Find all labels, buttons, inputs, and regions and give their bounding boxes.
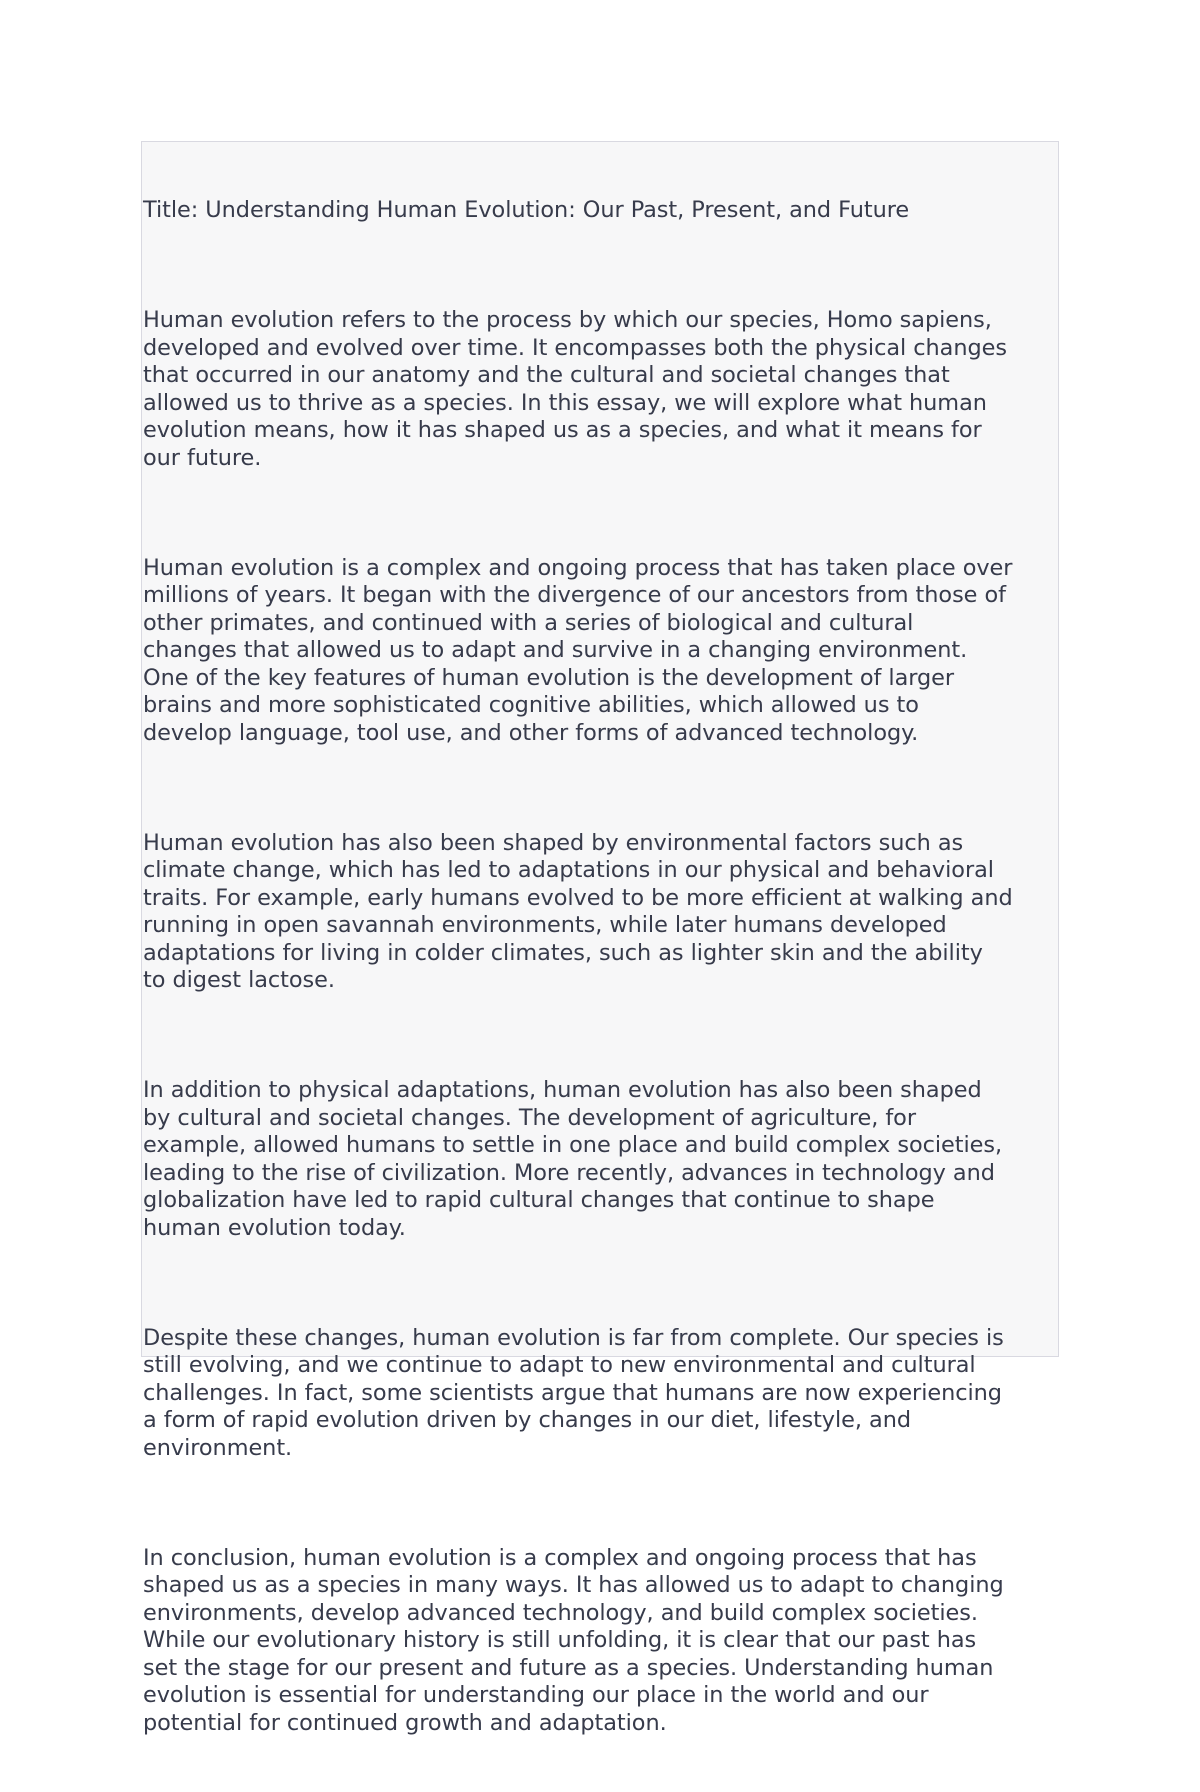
essay-paragraph-4: In addition to physical adaptations, human evolution has also been shaped by cultural and societal changes. The development of agriculture, for example, allowed humans to settle in one place and build complex societies, leading to the rise of civilization. More recently, advances in technology and globalization have led to rapid cultural changes that continue to shape human evolution today. xyxy=(143,1077,1003,1241)
essay-paragraph-1: Human evolution refers to the process by which our species, Homo sapiens, developed and evolved over time. It encompasses both the physical changes that occurred in our anatomy and the cultural and societal changes that allowed us to thrive as a species. In this essay, we will explore what human evolution means, how it has shaped us as a species, and what it means for our future. xyxy=(143,307,1007,471)
essay-paragraph-2: Human evolution is a complex and ongoing process that has taken place over millions of years. It began with the divergence of our ancestors from those of other primates, and continued with a series of biological and cultural changes that allowed us to adapt and survive in a changing environment. One of the key features of human evolution is the development of larger brains and more sophisticated cognitive abilities, which allowed us to develop language, tool use, and other forms of advanced technology. xyxy=(143,554,1013,746)
essay-paragraph-5: Despite these changes, human evolution is far from complete. Our species is still evolving, and we continue to adapt to new environmental and cultural challenges. In fact, some scientists argue that humans are now experiencing a form of rapid evolution driven by changes in our diet, lifestyle, and environment. xyxy=(143,1324,1004,1461)
essay-body xyxy=(143,142,1058,1792)
essay-paragraph-3: Human evolution has also been shaped by environmental factors such as climate change, which has led to adaptations in our physical and behavioral traits. For example, early humans evolved to be more efficient at walking and running in open savannah environments, while later humans developed adaptations for living in colder climates, such as lighter skin and the ability to digest lactose. xyxy=(143,829,1013,993)
essay-text-box xyxy=(141,141,1059,1736)
essay-paragraph-6: In conclusion, human evolution is a complex and ongoing process that has shaped us as a species in many ways. It has allowed us to adapt to changing environments, develop advanced technology, and build complex societies. While our evolutionary history is still unfolding, it is clear that our past has set the stage for our present and future as a species. Understanding human evolution is essential for understanding our place in the world and our potential for continued growth and adaptation. xyxy=(143,1544,1004,1736)
essay-title: Title: Understanding Human Evolution: Our Past, Present, and Future xyxy=(143,197,910,223)
